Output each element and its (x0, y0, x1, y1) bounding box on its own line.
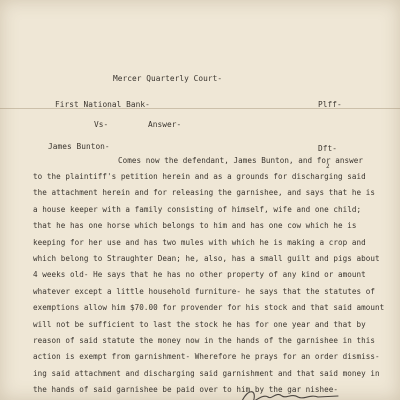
body-line-5: that he has one horse which belongs to him and has one cow which he is (33, 221, 357, 230)
versus-label: Vs- (94, 120, 109, 129)
court-name: Mercer Quarterly Court- (113, 74, 223, 83)
plaintiff-name: First National Bank- (55, 100, 150, 109)
body-line-6: keeping for her use and has two mules with which he is making a crop and (33, 238, 366, 247)
plaintiff-role: Plff- (318, 100, 342, 109)
body-line-3: the attachment herein and for releasing the garnishee, and says that he is (33, 188, 376, 197)
body-line-10: exemptions allow him $70.00 for provender for his stock and that said amount (33, 303, 385, 312)
defendant-role: Dft- (318, 144, 337, 153)
body-line-12: reason of said statute the money now in the hands of the garnishee in this (33, 336, 376, 345)
body-line-1: Comes now the defendant, James Bunton, and for answer (118, 156, 363, 165)
body-line-7: which belong to Straughter Dean; he, also, has a small guilt and pigs about (33, 254, 380, 263)
defendant-name: James Bunton- (48, 142, 110, 151)
handwritten-signature (238, 385, 348, 400)
body-line-11: will not be sufficient to last the stock he has for one year and that by (33, 320, 366, 329)
body-line-9: whatever except a little household furniture- he says that the statutes of (33, 287, 376, 296)
pleading-title: Answer- (148, 120, 182, 129)
body-line-2: to the plaintiff's petition herein and as a grounds for discharging said (33, 172, 366, 181)
interlineation-mark: 2 (326, 163, 330, 170)
body-line-8: 4 weeks old- He says that he has no other property of any kind or amount (33, 270, 366, 279)
body-line-13: action is exempt from garnishment- Wherefore he prays for an order dismiss- (33, 352, 380, 361)
body-line-4: a house keeper with a family consisting of himself, wife and one child; (33, 205, 362, 214)
body-line-14: ing said attachment and discharging said garnishment and that said money in (33, 369, 380, 378)
body-line-15: the hands of said garnishee be paid over to him by the gar nishee- (33, 385, 339, 394)
